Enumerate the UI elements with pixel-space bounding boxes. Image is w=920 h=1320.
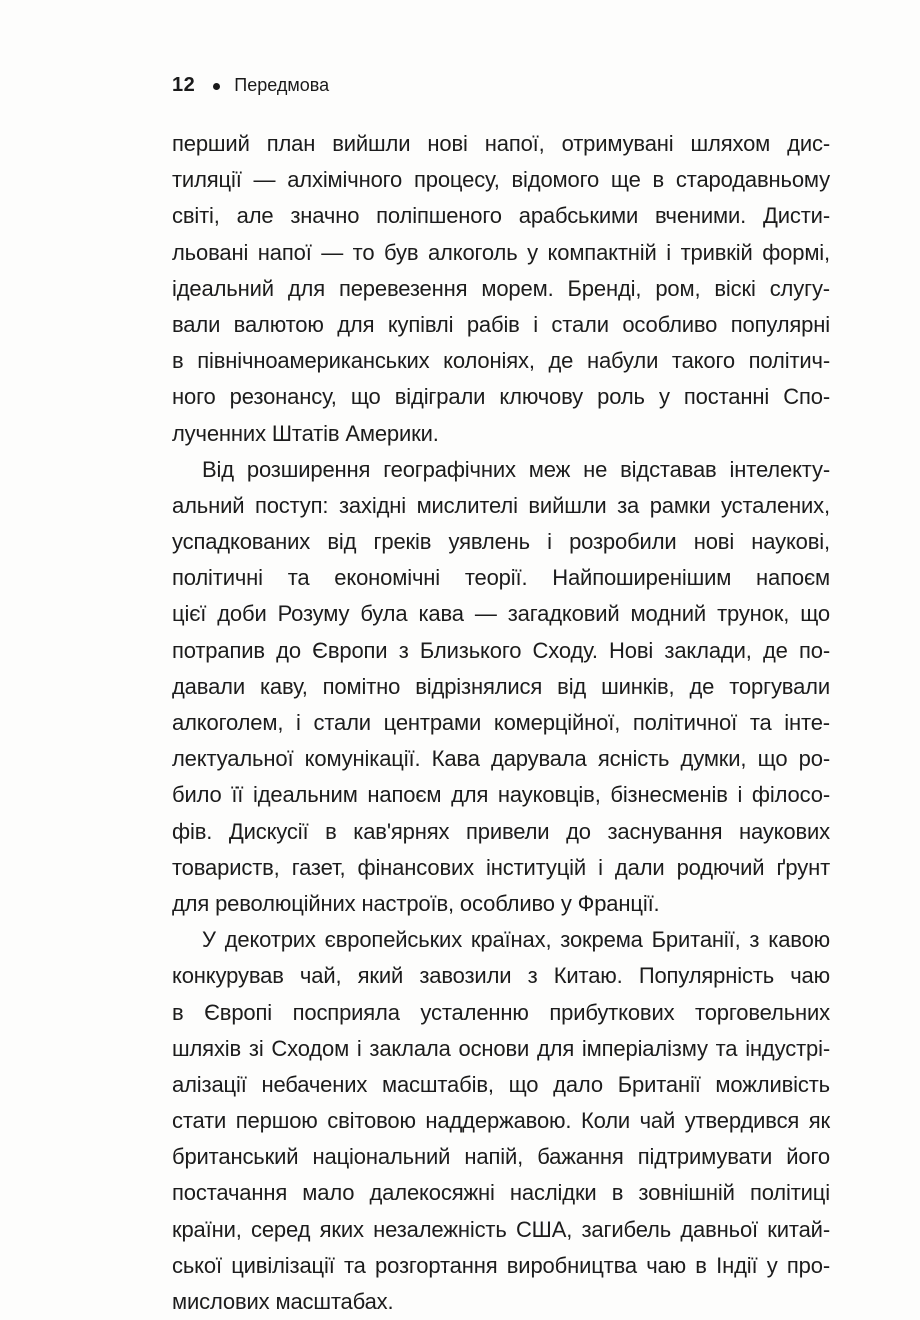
text-line: шляхів зі Сходом і заклала основи для імперіалізму та індустрі- [172, 1035, 830, 1061]
text-line: лектуальної комунікації. Кава дарувала ясність думки, що ро- [172, 746, 830, 772]
text-line: Від розширення географічних меж не відставав інтелекту- [202, 456, 830, 482]
text-line: било її ідеальним напоєм для науковців, бізнесменів і філосо- [172, 782, 830, 808]
text-line: алкоголем, і стали центрами комерційної, політичної та інте- [172, 710, 830, 735]
text-line: тиляції — алхімічного процесу, відомого ще в стародавньому [172, 167, 830, 193]
text-line: товариств, газет, фінансових інституцій і дали родючий ґрунт [172, 854, 830, 880]
text-line: ської цивілізації та розгортання виробництва чаю в Індії у про- [172, 1252, 830, 1278]
text-line: алізації небачених масштабів, що дало Британії можливість [172, 1071, 830, 1097]
section-title: Передмова [234, 74, 330, 95]
text-line: конкурував чай, який завозили з Китаю. Популярність чаю [172, 963, 830, 989]
text-line: в північноамериканських колоніях, де набули такого політич- [172, 348, 830, 374]
text-line: стати першою світовою наддержавою. Коли чай утвердився як [172, 1108, 830, 1134]
running-head [172, 70, 329, 100]
text-line: давали каву, помітно відрізнялися від шинків, де торгували [172, 673, 830, 699]
text-line: британський національний напій, бажання підтримувати його [172, 1144, 830, 1170]
body-text [172, 126, 830, 1320]
text-line: вали валютою для купівлі рабів і стали особливо популярні [172, 311, 830, 337]
text-line: У декотрих європейських країнах, зокрема Британії, з кавою [202, 927, 830, 953]
text-line: фів. Дискусії в кав'ярнях привели до заснування наукових [172, 818, 830, 844]
text-line: мислових масштабах. [172, 1289, 394, 1314]
text-line: для революційних настроїв, особливо у Франції. [172, 890, 660, 916]
text-line: цієї доби Розуму була кава — загадковий модний трунок, що [172, 601, 830, 627]
text-line: лученних Штатів Америки. [172, 420, 439, 446]
text-line: потрапив до Європи з Близького Сходу. Нові заклади, де по- [172, 637, 830, 663]
text-line: в Європі посприяла усталенню прибуткових торговельних [172, 999, 830, 1025]
page-number: 12 [172, 73, 196, 96]
bullet-separator [213, 83, 220, 90]
text-line: перший план вийшли нові напої, отримувані шляхом дис- [172, 131, 830, 156]
text-line: льовані напої — то був алкоголь у компактній і тривкій формі, [172, 239, 830, 265]
text-line: успадкованих від греків уявлень і розробили нові наукові, [172, 529, 830, 555]
text-line: ного резонансу, що відіграли ключову роль у постанні Спо- [172, 384, 830, 410]
text-line: альний поступ: західні мислителі вийшли за рамки усталених, [172, 492, 830, 518]
text-line: політичні та економічні теорії. Найпоширенішим напоєм [172, 565, 830, 591]
text-line: світі, але значно поліпшеного арабськими вченими. Дисти- [172, 203, 830, 229]
text-line: ідеальний для перевезення морем. Бренді, ром, віскі слугу- [172, 275, 830, 301]
text-line: країни, серед яких незалежність США, загибель давньої китай- [172, 1216, 830, 1242]
text-line: постачання мало далекосяжні наслідки в зовнішній політиці [172, 1180, 830, 1206]
